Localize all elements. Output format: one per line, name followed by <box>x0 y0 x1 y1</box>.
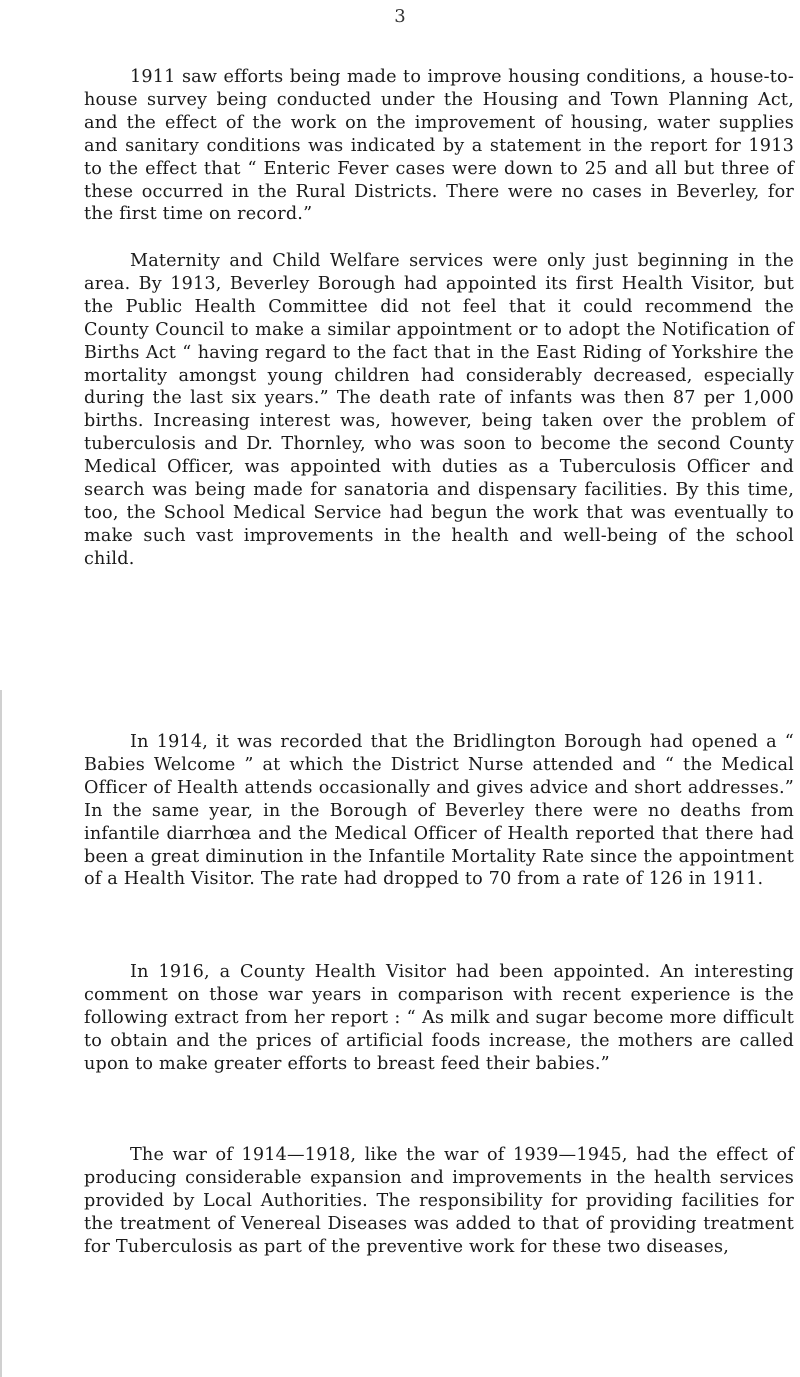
paragraph-text: The war of 1914—1918, like the war of 1939—1945, had the effect of producing considerable expansion and improvements in the health services provided by Local Authorities. The responsibility for providing facilities for the treatment of Venereal Diseases was added to that of providing treatment for Tuberculosis as part of the preventive work for these two diseases, <box>84 1145 794 1257</box>
paragraph-text: 1911 saw efforts being made to improve housing conditions, a house-to-house survey being conducted under the Housing and Town Planning Act, and the effect of the work on the improvement of housing, water supplies and sanitary conditions was indicated by a statement in the report for 1913 to the effect that “ Enteric Fever cases were down to 25 and all but three of these occurred in the Rural Districts. There were no cases in Beverley, for the first time on record.” <box>84 67 794 225</box>
paragraph-housing <box>84 66 794 226</box>
paragraph-county-health-visitor <box>84 961 794 1076</box>
paragraph-text: In 1916, a County Health Visitor had been appointed. An interesting comment on those war years in comparison with recent experience is the following extract from her report : “ As milk and sugar become more difficult to obtain and the prices of artificial foods increase, the mothers are called upon to make greater efforts to breast feed their babies.” <box>84 962 794 1074</box>
page-number: 3 <box>394 6 406 27</box>
paragraph-text: In 1914, it was recorded that the Bridlington Borough had opened a “ Babies Welcome ” at which the District Nurse attended and “ the Medical Officer of Health attends occasionally and gives advice and short addresses.” In the same year, in the Borough of Beverley there were no deaths from infantile diarrhœa and the Medical Officer of Health reported that there had been a great diminution in the Infantile Mortality Rate since the appointment of a Health Visitor. The rate had dropped to 70 from a rate of 126 in 1911. <box>84 732 794 890</box>
paragraph-maternity-child-welfare <box>84 250 794 571</box>
paragraph-text: Maternity and Child Welfare services were only just beginning in the area. By 1913, Beverley Borough had appointed its first Health Visitor, but the Public Health Committee did not feel that it could recommend the County Council to make a similar appointment or to adopt the Notification of Births Act “ having regard to the fact that in the East Riding of Yorkshire the mortality amongst young children had considerably decreased, especially during the last six years.” The death rate of infants was then 87 per 1,000 births. Increasing interest was, however, being taken over the problem of tuberculosis and Dr. Thornley, who was soon to become the second County Medical Officer, was appointed with duties as a Tuberculosis Officer and search was being made for sanatoria and dispensary facilities. By this time, too, the School Medical Service had begun the work that was eventually to make such vast improvements in the health and well-being of the school child. <box>84 251 794 569</box>
paragraph-babies-welcome <box>84 731 794 891</box>
paragraph-war-health-services <box>84 1144 794 1259</box>
binding-edge-shadow <box>0 690 2 1377</box>
